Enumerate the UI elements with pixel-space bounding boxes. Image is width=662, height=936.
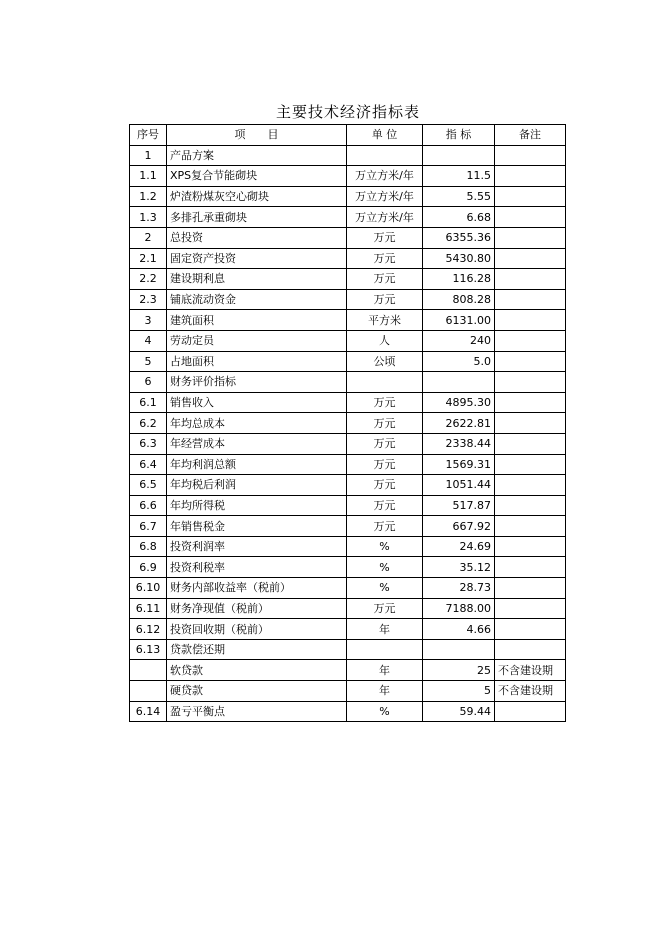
table-row (130, 475, 566, 496)
row-item-cell: 产品方案 (167, 145, 347, 166)
header-item: 项 目 (167, 125, 347, 146)
table-row (130, 660, 566, 681)
row-item-cell: 投资利润率 (167, 536, 347, 557)
row-number-cell: 6.5 (130, 475, 167, 496)
row-note-cell (495, 557, 566, 578)
row-unit-cell: % (347, 578, 423, 599)
row-number-cell: 6.14 (130, 701, 167, 722)
row-value-cell: 240 (423, 330, 495, 351)
row-note-cell (495, 433, 566, 454)
row-number-cell: 4 (130, 330, 167, 351)
row-unit-cell: 万立方米/年 (347, 207, 423, 228)
row-value-cell (423, 145, 495, 166)
row-number-cell: 3 (130, 310, 167, 331)
row-item-cell: 劳动定员 (167, 330, 347, 351)
row-note-cell (495, 310, 566, 331)
header-no: 序号 (130, 125, 167, 146)
table-row (130, 557, 566, 578)
indicator-table (129, 124, 566, 722)
row-value-cell (423, 639, 495, 660)
row-number-cell: 6.12 (130, 619, 167, 640)
row-item-cell: 投资利税率 (167, 557, 347, 578)
table-row (130, 392, 566, 413)
table-row (130, 186, 566, 207)
row-number-cell: 2.3 (130, 289, 167, 310)
row-value-cell: 2338.44 (423, 433, 495, 454)
table-row (130, 413, 566, 434)
row-item-cell: 年均利润总额 (167, 454, 347, 475)
table-row (130, 269, 566, 290)
row-note-cell (495, 166, 566, 187)
row-unit-cell: 万元 (347, 475, 423, 496)
row-unit-cell: 万元 (347, 516, 423, 537)
row-item-cell: 炉渣粉煤灰空心砌块 (167, 186, 347, 207)
row-value-cell: 28.73 (423, 578, 495, 599)
row-value-cell: 5430.80 (423, 248, 495, 269)
row-item-cell: 盈亏平衡点 (167, 701, 347, 722)
row-value-cell: 1569.31 (423, 454, 495, 475)
row-unit-cell: % (347, 557, 423, 578)
row-value-cell: 2622.81 (423, 413, 495, 434)
row-item-cell: 总投资 (167, 227, 347, 248)
row-note-cell (495, 598, 566, 619)
row-value-cell (423, 372, 495, 393)
row-unit-cell: 年 (347, 681, 423, 702)
table-row (130, 166, 566, 187)
row-unit-cell: 万元 (347, 495, 423, 516)
row-number-cell: 1.1 (130, 166, 167, 187)
table-row (130, 310, 566, 331)
table-row (130, 681, 566, 702)
row-value-cell: 4895.30 (423, 392, 495, 413)
row-unit-cell: 人 (347, 330, 423, 351)
row-item-cell: 销售收入 (167, 392, 347, 413)
row-value-cell: 667.92 (423, 516, 495, 537)
row-note-cell (495, 392, 566, 413)
row-value-cell: 517.87 (423, 495, 495, 516)
row-note-cell (495, 536, 566, 557)
row-number-cell: 6.1 (130, 392, 167, 413)
table-title: 主要技术经济指标表 (275, 103, 420, 121)
row-item-cell: 财务内部收益率（税前） (167, 578, 347, 599)
row-number-cell: 6.6 (130, 495, 167, 516)
row-item-cell: 占地面积 (167, 351, 347, 372)
row-value-cell: 5.55 (423, 186, 495, 207)
row-number-cell: 6.10 (130, 578, 167, 599)
row-note-cell (495, 454, 566, 475)
row-unit-cell: % (347, 536, 423, 557)
row-unit-cell: 万立方米/年 (347, 166, 423, 187)
row-note-cell (495, 475, 566, 496)
row-item-cell: 硬贷款 (167, 681, 347, 702)
row-unit-cell: 万立方米/年 (347, 186, 423, 207)
row-note-cell (495, 269, 566, 290)
table-row (130, 598, 566, 619)
row-unit-cell: 万元 (347, 227, 423, 248)
table-row (130, 516, 566, 537)
table-row (130, 536, 566, 557)
table-row (130, 372, 566, 393)
row-item-cell: 年销售税金 (167, 516, 347, 537)
row-number-cell: 6.8 (130, 536, 167, 557)
row-number-cell (130, 681, 167, 702)
row-number-cell: 1 (130, 145, 167, 166)
row-value-cell: 11.5 (423, 166, 495, 187)
row-number-cell: 2.2 (130, 269, 167, 290)
row-value-cell: 1051.44 (423, 475, 495, 496)
row-item-cell: 多排孔承重砌块 (167, 207, 347, 228)
row-unit-cell: % (347, 701, 423, 722)
row-number-cell: 6.9 (130, 557, 167, 578)
row-unit-cell (347, 145, 423, 166)
table-row (130, 289, 566, 310)
row-number-cell: 6.13 (130, 639, 167, 660)
row-number-cell: 6.7 (130, 516, 167, 537)
row-note-cell (495, 619, 566, 640)
row-value-cell: 4.66 (423, 619, 495, 640)
row-unit-cell: 万元 (347, 269, 423, 290)
row-note-cell: 不含建设期 (495, 681, 566, 702)
row-unit-cell: 万元 (347, 392, 423, 413)
header-row (130, 125, 566, 146)
row-item-cell: 贷款偿还期 (167, 639, 347, 660)
row-unit-cell: 万元 (347, 454, 423, 475)
row-note-cell (495, 701, 566, 722)
row-value-cell: 35.12 (423, 557, 495, 578)
row-unit-cell: 万元 (347, 248, 423, 269)
row-item-cell: 年均总成本 (167, 413, 347, 434)
row-number-cell: 1.2 (130, 186, 167, 207)
row-number-cell: 2.1 (130, 248, 167, 269)
row-number-cell: 2 (130, 227, 167, 248)
row-number-cell: 6.4 (130, 454, 167, 475)
row-note-cell (495, 227, 566, 248)
header-note: 备注 (495, 125, 566, 146)
row-unit-cell (347, 372, 423, 393)
row-value-cell: 808.28 (423, 289, 495, 310)
row-item-cell: 财务评价指标 (167, 372, 347, 393)
row-item-cell: 建筑面积 (167, 310, 347, 331)
row-unit-cell: 万元 (347, 433, 423, 454)
table-row (130, 207, 566, 228)
row-number-cell: 6.11 (130, 598, 167, 619)
row-number-cell: 1.3 (130, 207, 167, 228)
row-value-cell: 5.0 (423, 351, 495, 372)
row-unit-cell: 公顷 (347, 351, 423, 372)
row-item-cell: 建设期利息 (167, 269, 347, 290)
row-note-cell (495, 413, 566, 434)
row-note-cell (495, 207, 566, 228)
row-item-cell: 年均税后利润 (167, 475, 347, 496)
row-unit-cell: 万元 (347, 289, 423, 310)
row-note-cell (495, 248, 566, 269)
row-number-cell: 6.3 (130, 433, 167, 454)
table-row (130, 227, 566, 248)
row-note-cell (495, 578, 566, 599)
row-item-cell: 软贷款 (167, 660, 347, 681)
row-item-cell: 铺底流动资金 (167, 289, 347, 310)
table-row (130, 454, 566, 475)
row-item-cell: 固定资产投资 (167, 248, 347, 269)
row-note-cell (495, 495, 566, 516)
table-row (130, 330, 566, 351)
row-value-cell: 7188.00 (423, 598, 495, 619)
row-note-cell (495, 145, 566, 166)
row-value-cell: 24.69 (423, 536, 495, 557)
row-value-cell: 59.44 (423, 701, 495, 722)
row-number-cell: 6.2 (130, 413, 167, 434)
row-note-cell (495, 639, 566, 660)
row-note-cell (495, 289, 566, 310)
row-item-cell: 财务净现值（税前） (167, 598, 347, 619)
row-value-cell: 116.28 (423, 269, 495, 290)
row-value-cell: 5 (423, 681, 495, 702)
table-row (130, 495, 566, 516)
row-note-cell (495, 372, 566, 393)
table-row (130, 351, 566, 372)
row-unit-cell: 年 (347, 660, 423, 681)
row-unit-cell (347, 639, 423, 660)
row-number-cell: 6 (130, 372, 167, 393)
row-number-cell (130, 660, 167, 681)
table-row (130, 701, 566, 722)
header-unit: 单 位 (347, 125, 423, 146)
row-value-cell: 6131.00 (423, 310, 495, 331)
row-note-cell (495, 351, 566, 372)
row-note-cell (495, 330, 566, 351)
row-unit-cell: 万元 (347, 598, 423, 619)
row-unit-cell: 万元 (347, 413, 423, 434)
row-item-cell: 年均所得税 (167, 495, 347, 516)
table-row (130, 578, 566, 599)
row-unit-cell: 年 (347, 619, 423, 640)
row-note-cell (495, 186, 566, 207)
row-note-cell: 不含建设期 (495, 660, 566, 681)
row-value-cell: 25 (423, 660, 495, 681)
row-item-cell: XPS复合节能砌块 (167, 166, 347, 187)
header-value: 指 标 (423, 125, 495, 146)
row-number-cell: 5 (130, 351, 167, 372)
row-value-cell: 6.68 (423, 207, 495, 228)
row-value-cell: 6355.36 (423, 227, 495, 248)
row-item-cell: 年经营成本 (167, 433, 347, 454)
table-row (130, 145, 566, 166)
row-note-cell (495, 516, 566, 537)
row-item-cell: 投资回收期（税前） (167, 619, 347, 640)
row-unit-cell: 平方米 (347, 310, 423, 331)
table-row (130, 639, 566, 660)
table-row (130, 248, 566, 269)
table-row (130, 433, 566, 454)
table-row (130, 619, 566, 640)
